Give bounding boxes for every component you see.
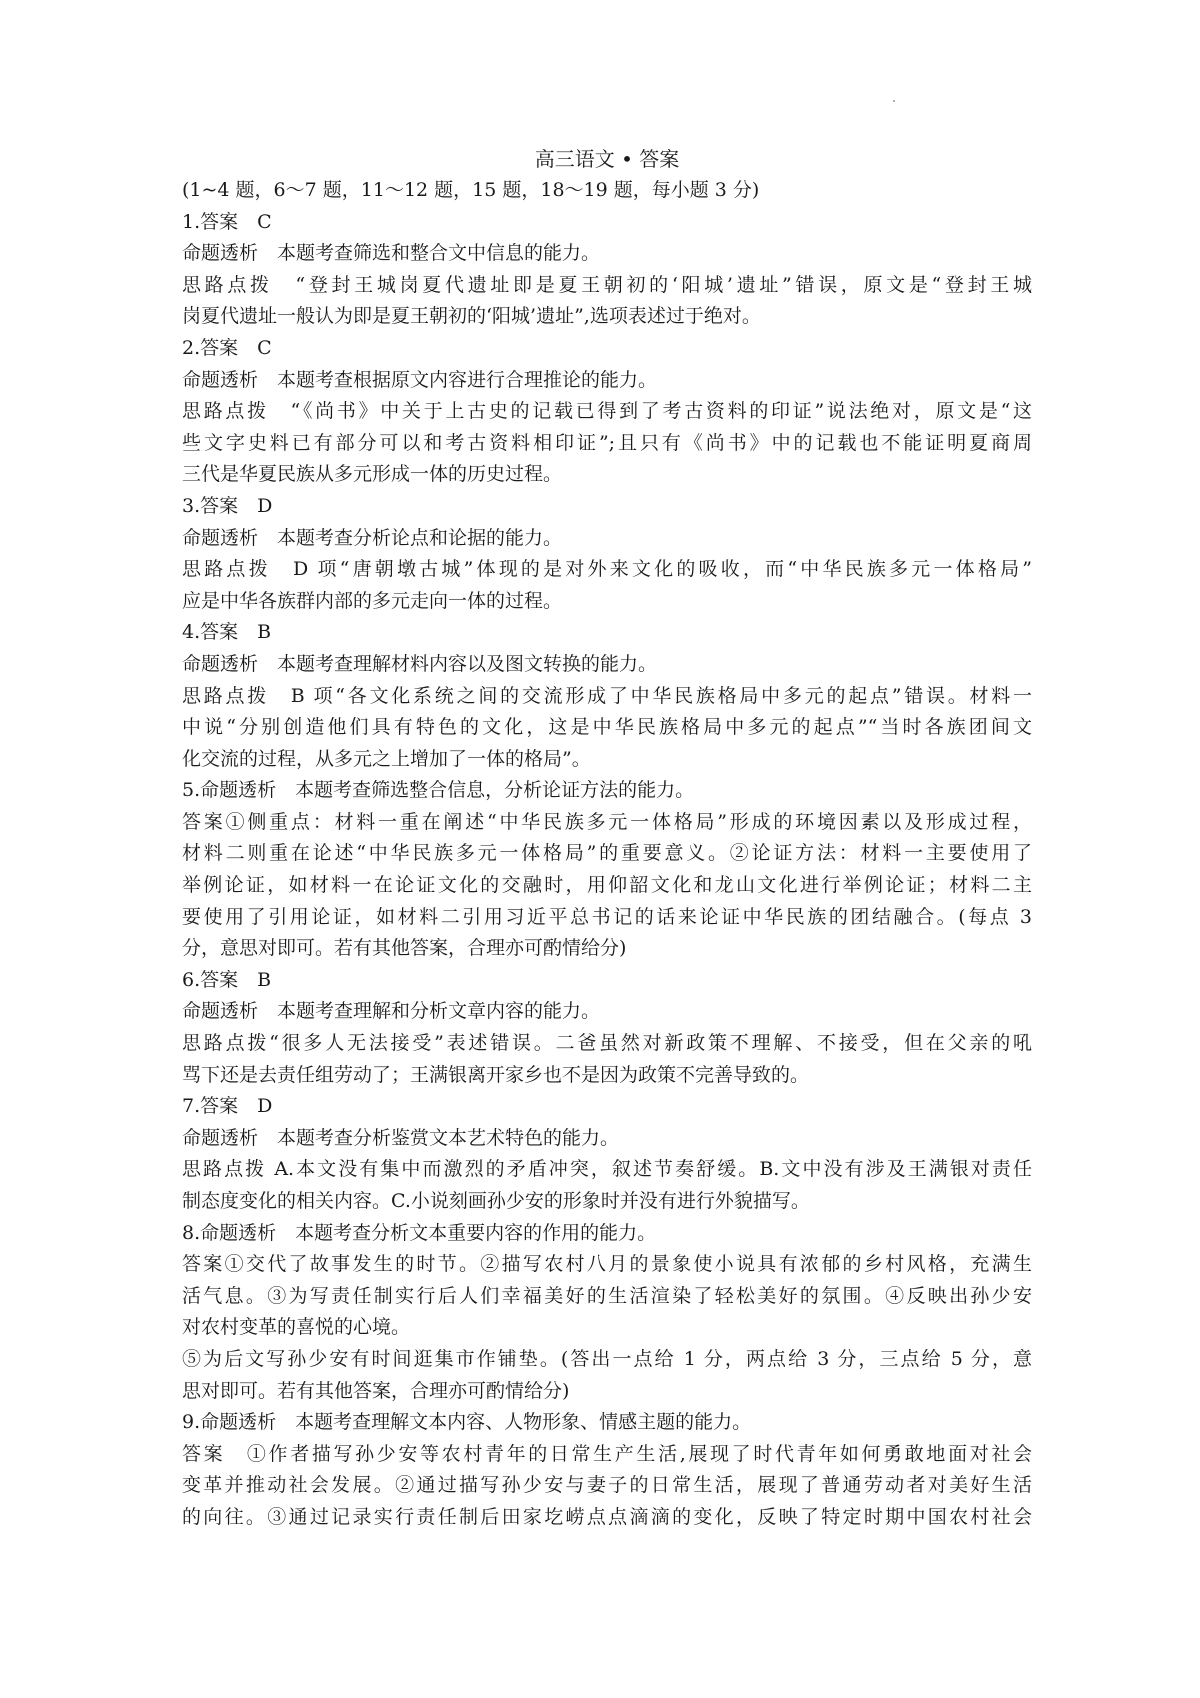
text-line: 2.答案 C [182, 336, 272, 359]
text-line: 命题透析 本题考查分析鉴赏文本艺术特色的能力。 [182, 1126, 620, 1149]
text-line: 7.答案 D [182, 1095, 273, 1118]
document-body [182, 175, 1032, 1534]
text-line: 命题透析 本题考查筛选和整合文中信息的能力。 [182, 242, 601, 265]
text-line: 的向往。③通过记录实行责任制后田家圪崂点点滴滴的变化，反映了特定时期中国农村社会 [182, 1505, 1032, 1528]
text-line: 4.答案 B [182, 621, 272, 644]
text-line: 思路点拨 D 项“唐朝墩古城”体现的是对外来文化的吸收，而“中华民族多元一体格局” [182, 558, 1032, 581]
text-line: 命题透析 本题考查理解和分析文章内容的能力。 [182, 1000, 601, 1023]
text-line: 1.答案 C [182, 210, 272, 233]
text-line: 5.命题透析 本题考查筛选整合信息，分析论证方法的能力。 [182, 779, 695, 802]
text-line: 分，意思对即可。若有其他答案，合理亦可酌情给分) [182, 937, 627, 960]
text-line: 些文字史料已有部分可以和考古资料相印证”;且只有《尚书》中的记载也不能证明夏商周 [182, 431, 1032, 454]
text-line: 活气息。③为写责任制实行后人们幸福美好的生活渲染了轻松美好的氛围。④反映出孙少安 [182, 1284, 1032, 1307]
text-line: 8.命题透析 本题考查分析文本重要内容的作用的能力。 [182, 1221, 657, 1244]
text-line: 思路点拨 A.本文没有集中而激烈的矛盾冲突，叙述节奏舒缓。B.文中没有涉及王满银对责任 [182, 1158, 1032, 1181]
text-line: ⑤为后文写孙少安有时间逛集市作铺垫。(答出一点给 1 分，两点给 3 分，三点给 5 分，意 [182, 1347, 1032, 1370]
text-line: 思对即可。若有其他答案，合理亦可酌情给分) [182, 1379, 570, 1402]
text-line: 命题透析 本题考查根据原文内容进行合理推论的能力。 [182, 368, 658, 391]
text-line: 变革并推动社会发展。②通过描写孙少安与妻子的日常生活，展现了普通劳动者对美好生活 [182, 1474, 1032, 1497]
text-line: 答案①侧重点：材料一重在阐述“中华民族多元一体格局”形成的环境因素以及形成过程， [182, 810, 1032, 833]
text-line: 思路点拨“很多人无法接受”表述错误。二爸虽然对新政策不理解、不接受，但在父亲的吼 [182, 1032, 1032, 1055]
text-line: 对农村变革的喜悦的心境。 [182, 1316, 411, 1339]
text-line: 3.答案 D [182, 494, 273, 517]
answer-document [182, 143, 1032, 1534]
text-line: 答案①交代了故事发生的时节。②描写农村八月的景象使小说具有浓郁的乡村风格，充满生 [182, 1253, 1032, 1276]
text-line: 材料二则重在论述“中华民族多元一体格局”的重要意义。②论证方法：材料一主要使用了 [182, 842, 1032, 865]
document-title: 高三语文 • 答案 [534, 147, 680, 171]
text-line: 应是中华各族群内部的多元走向一体的过程。 [182, 589, 563, 612]
text-line: 三代是华夏民族从多元形成一体的历史过程。 [182, 463, 563, 486]
text-line: 举例论证，如材料一在论证文化的交融时，用仰韶文化和龙山文化进行举例论证；材料二主 [182, 874, 1032, 897]
text-line: 岗夏代遗址一般认为即是夏王朝初的‘阳城’遗址”,选项表述过于绝对。 [182, 305, 761, 328]
text-line: 要使用了引用论证，如材料二引用习近平总书记的话来论证中华民族的团结融合。(每点 3 [182, 905, 1032, 928]
text-line: 答案 ①作者描写孙少安等农村青年的日常生产生活,展现了时代青年如何勇敢地面对社会 [182, 1442, 1032, 1465]
text-line: 命题透析 本题考查分析论点和论据的能力。 [182, 526, 563, 549]
text-line: 骂下还是去责任组劳动了；王满银离开家乡也不是因为政策不完善导致的。 [182, 1063, 810, 1086]
text-line: 9.命题透析 本题考查理解文本内容、人物形象、情感主题的能力。 [182, 1411, 752, 1434]
text-line: 中说“分别创造他们具有特色的文化，这是中华民族格局中多元的起点”“当时各族团间文 [182, 716, 1032, 739]
text-line: (1~4 题，6～7 题，11～12 题，15 题，18～19 题，每小题 3 分) [182, 179, 760, 201]
text-line: 化交流的过程，从多元之上增加了一体的格局”。 [182, 747, 591, 770]
text-line: 思路点拨 “《尚书》中关于上古史的记载已得到了考古资料的印证”说法绝对，原文是“这 [182, 400, 1032, 423]
text-line: 6.答案 B [182, 968, 272, 991]
text-line: 命题透析 本题考查理解材料内容以及图文转换的能力。 [182, 652, 658, 675]
scan-speck [893, 100, 895, 102]
text-line: 思路点拨 “登封王城岗夏代遗址即是夏王朝初的‘阳城’遗址”错误，原文是“登封王城 [182, 273, 1032, 296]
text-line: 制态度变化的相关内容。C.小说刻画孙少安的形象时并没有进行外貌描写。 [182, 1190, 810, 1212]
text-line: 思路点拨 B 项“各文化系统之间的交流形成了中华民族格局中多元的起点”错误。材料一 [182, 684, 1032, 707]
